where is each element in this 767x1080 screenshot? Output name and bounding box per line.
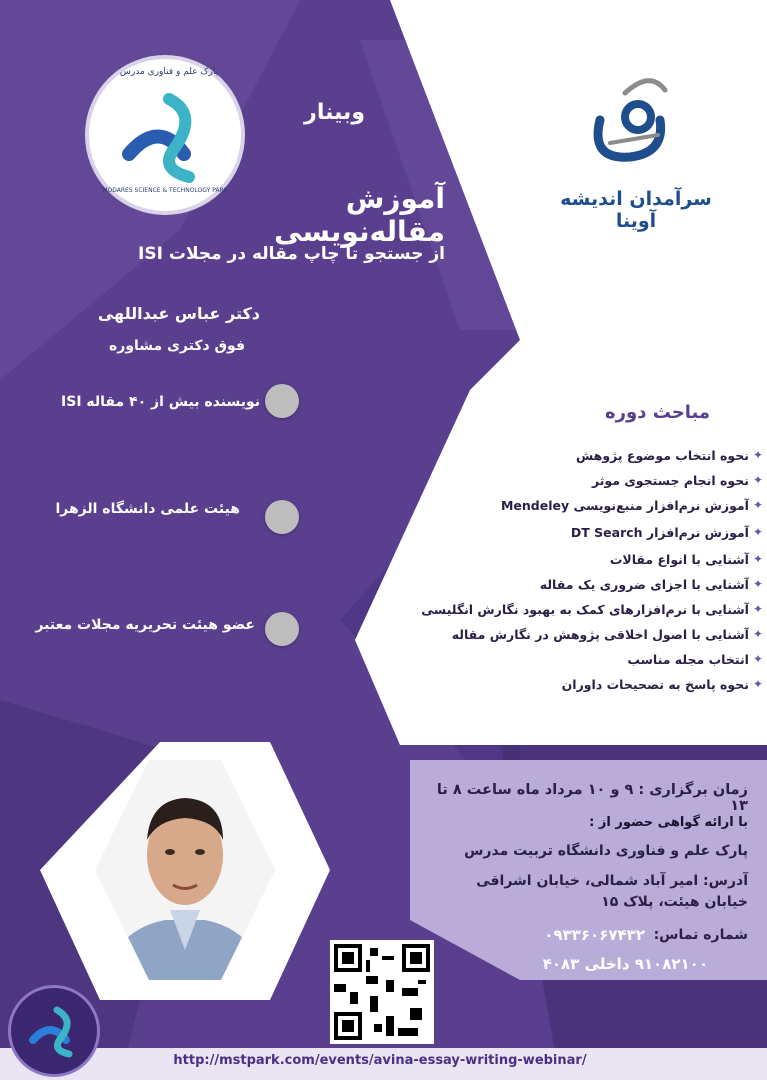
topic-label: آموزش نرم‌افزار منبع‌نویسی Mendeley: [500, 497, 749, 513]
avina-logo-icon: [570, 65, 690, 185]
organizer-logo: [570, 65, 690, 185]
topic-item: [540, 573, 763, 595]
sparkle-icon: ✦: [752, 448, 763, 462]
speaker-fact: عضو هیئت تحریریه مجلات معتبر: [35, 617, 255, 633]
topic-item: [562, 673, 763, 695]
topic-item: [610, 548, 763, 570]
topic-item: [627, 648, 763, 670]
fact-bullet-icon: [265, 500, 299, 534]
page-subtitle: از جستجو تا چاپ مقاله در مجلات ISI: [138, 244, 445, 264]
sparkle-icon: ✦: [752, 552, 763, 566]
fact-bullet-icon: [265, 612, 299, 646]
topic-label: آشنایی با اجزای ضروری یک مقاله: [539, 576, 749, 592]
speaker-fact: هیئت علمی دانشگاه الزهرا: [55, 501, 240, 517]
speaker-name: دکتر عباس عبداللهی: [97, 304, 260, 323]
qr-code-icon: [330, 940, 434, 1044]
bottom-park-logo: [8, 985, 100, 1077]
topic-item: [421, 598, 763, 620]
fact-bullet-icon: [265, 384, 299, 418]
park-logo-ring-text: پارک علم و فناوری مدرس: [119, 67, 219, 77]
sparkle-icon: ✦: [752, 602, 763, 616]
topic-label: نحوه انتخاب موضوع پژوهش: [576, 447, 749, 463]
sparkle-icon: ✦: [752, 627, 763, 641]
topic-label: انتخاب مجله مناسب: [627, 651, 749, 667]
sparkle-icon: ✦: [752, 498, 763, 512]
topic-label: نحوه انجام جستجوی موثر: [591, 472, 749, 488]
topic-label: آشنایی با اصول اخلاقی پژوهش در نگارش مقاله: [451, 626, 749, 642]
topic-item: [571, 521, 763, 543]
event-time: زمان برگزاری : ۹ و ۱۰ مرداد ماه ساعت ۸ تا ۱۳: [436, 782, 748, 814]
page-title: آموزش مقاله‌نویسی: [274, 182, 445, 248]
park-logo-icon: [11, 988, 97, 1074]
address-line-1: آدرس: امیر آباد شمالی، خیابان اشراقی: [476, 873, 748, 889]
sparkle-icon: ✦: [752, 525, 763, 539]
topic-item: [452, 623, 763, 645]
topic-label: نحوه پاسخ به تصحیحات داوران: [561, 676, 749, 692]
topic-item: [576, 444, 763, 466]
sparkle-icon: ✦: [752, 652, 763, 666]
certificate-label: با ارائه گواهی حضور از :: [589, 815, 748, 830]
topic-label: آشنایی با انواع مقالات: [609, 551, 749, 567]
topic-label: آشنایی با نرم‌افزارهای کمک به بهبود نگارش انگلیسی: [421, 601, 749, 617]
topic-label: آموزش نرم‌افزار DT Search: [570, 524, 749, 540]
topic-item: [501, 494, 763, 516]
sparkle-icon: ✦: [752, 677, 763, 691]
footer-url[interactable]: http://mstpark.com/events/avina-essay-writing-webinar/: [173, 1053, 587, 1068]
park-logo-ring-text-en: MODARES SCIENCE & TECHNOLOGY PARK: [102, 187, 228, 194]
qr-code[interactable]: [330, 940, 434, 1044]
speaker-fact: نویسنده بیش از ۴۰ مقاله ISI: [61, 394, 260, 410]
phone-office: ۹۱۰۸۲۱۰۰ داخلی ۴۰۸۳: [542, 955, 708, 973]
phone-label: شماره تماس:: [653, 927, 748, 943]
sparkle-icon: ✦: [752, 473, 763, 487]
webinar-label: وبینار: [304, 100, 365, 125]
host-name: پارک علم و فناوری دانشگاه تربیت مدرس: [464, 843, 748, 859]
topics-heading: مباحث دوره: [605, 402, 710, 423]
phone-mobile: ۰۹۳۳۶۰۶۷۴۳۲: [544, 926, 645, 944]
sparkle-icon: ✦: [752, 577, 763, 591]
topic-item: [592, 469, 763, 491]
organizer-name: سرآمدان اندیشه آوینا: [560, 188, 712, 232]
speaker-degree: فوق دکتری مشاوره: [109, 338, 245, 354]
address-line-2: خیابان هیئت، پلاک ۱۵: [601, 894, 748, 910]
